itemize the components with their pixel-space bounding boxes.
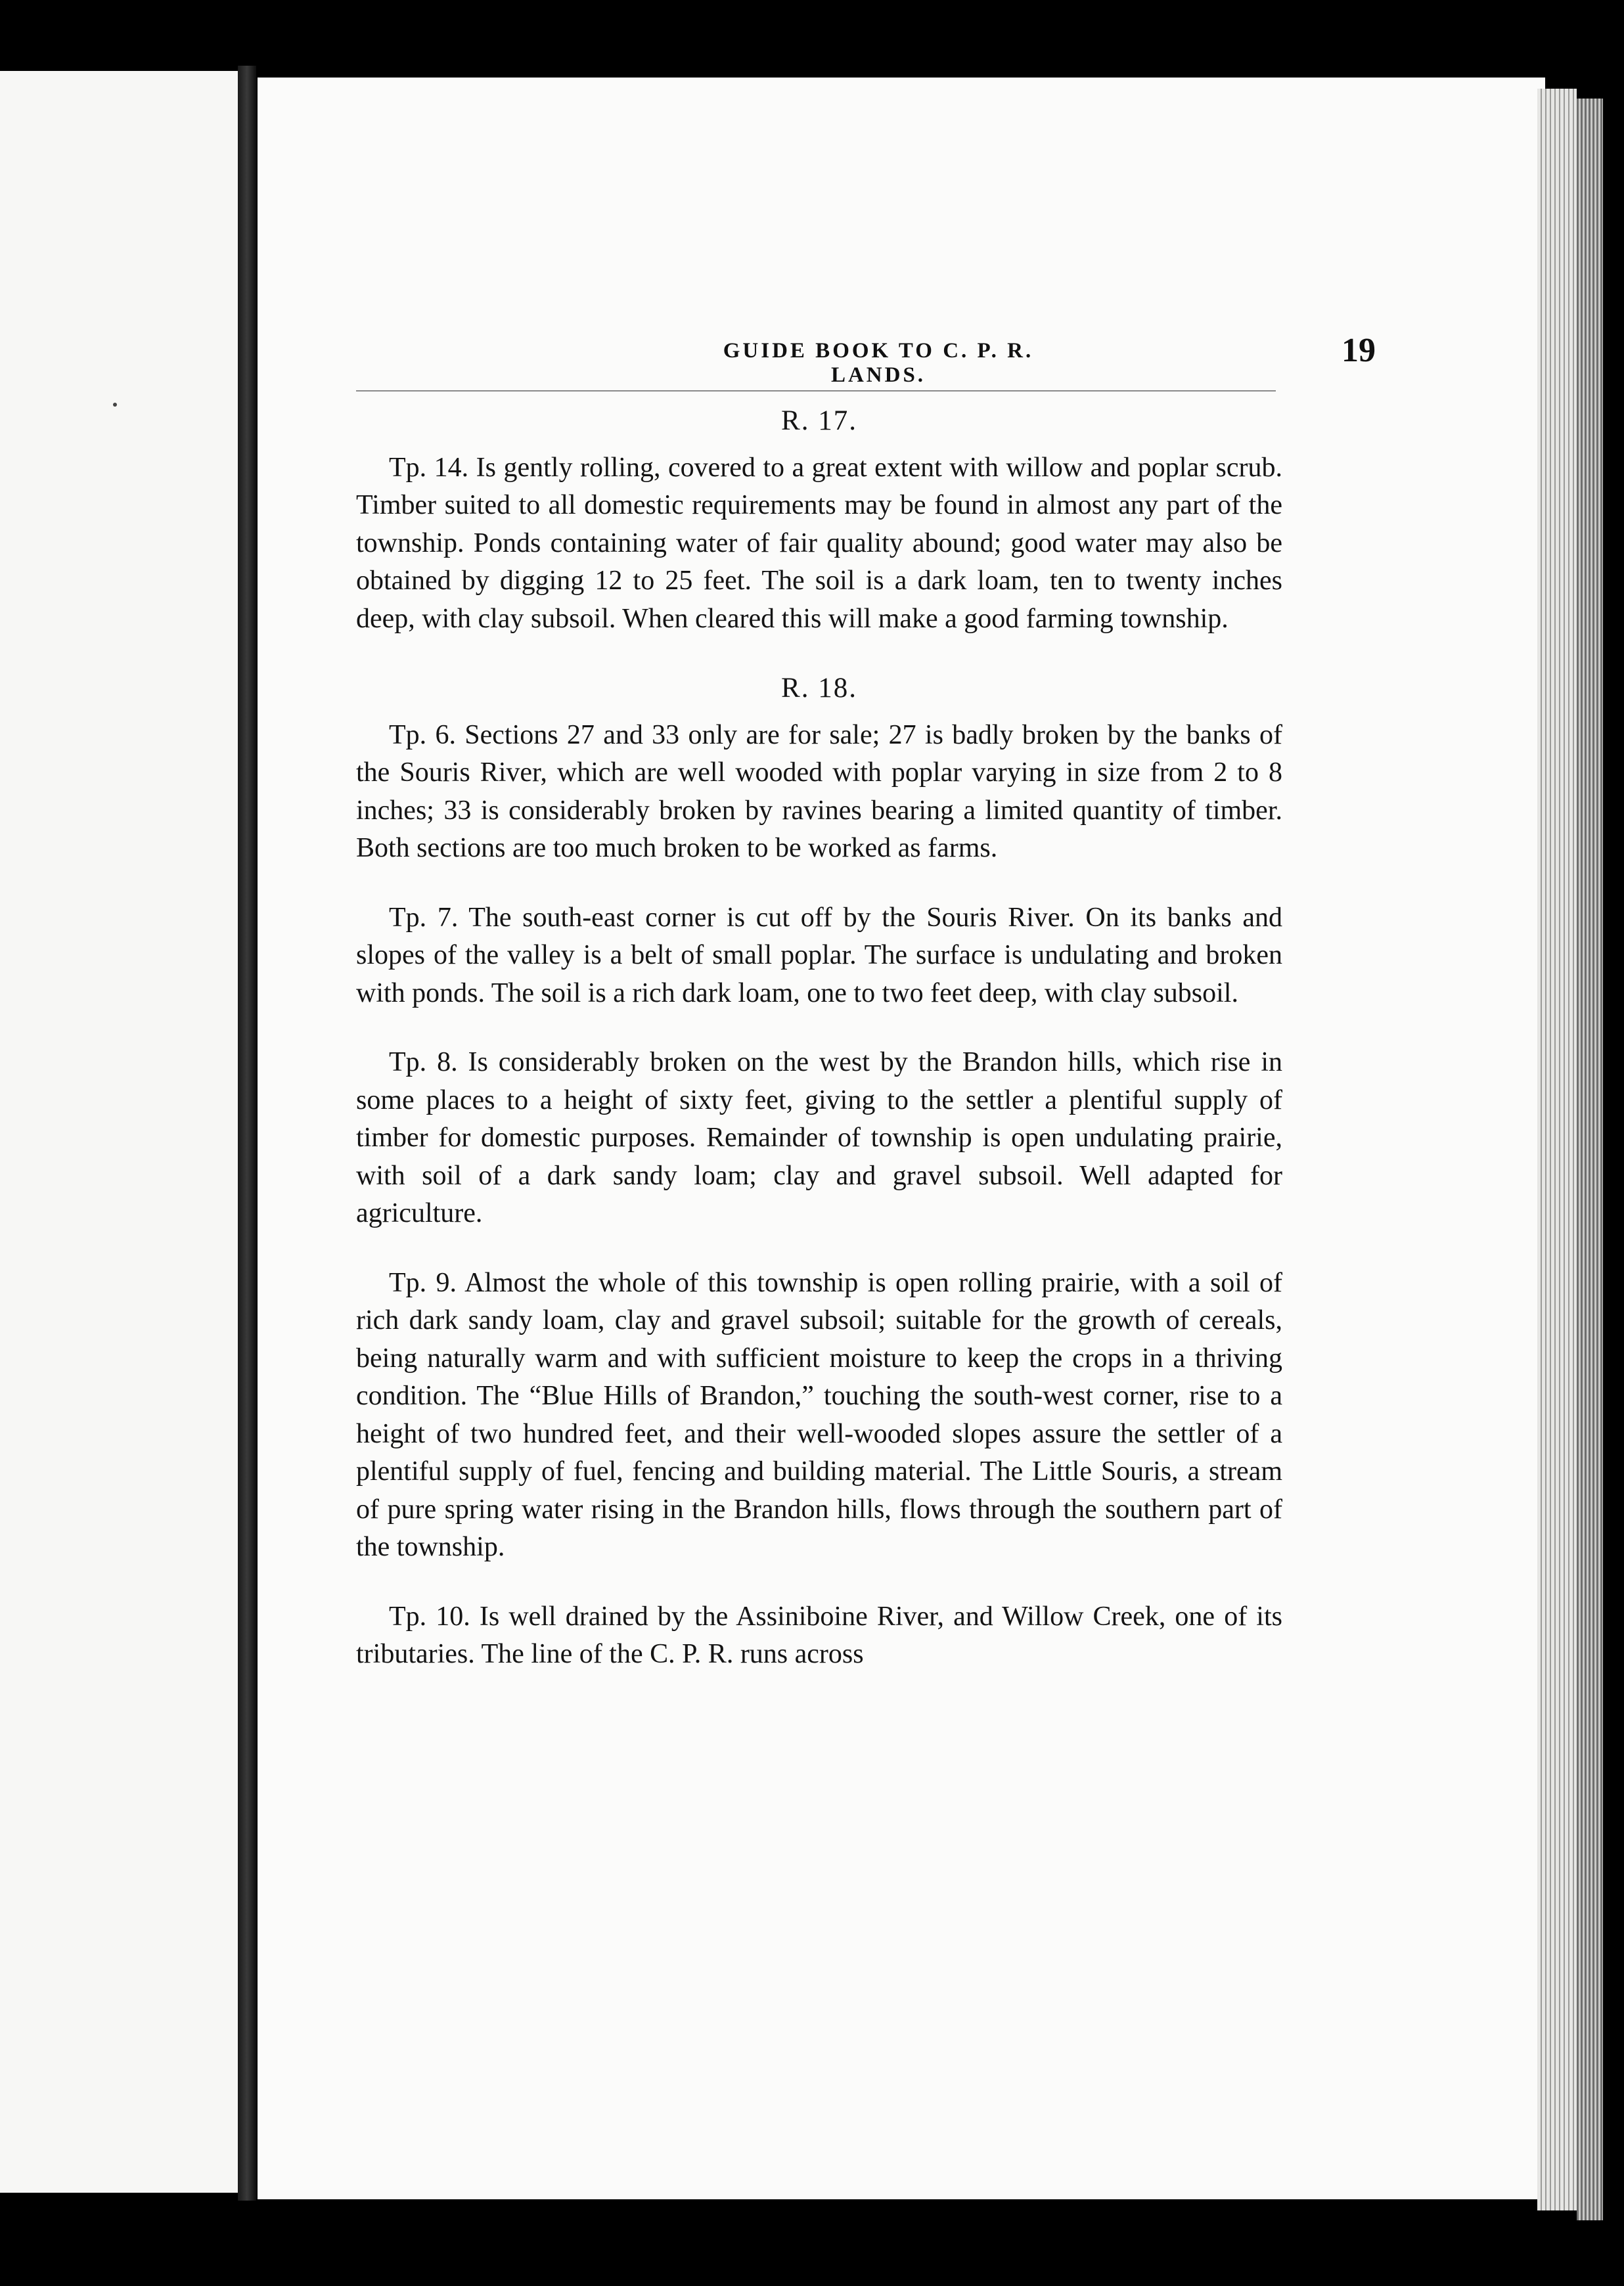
range-heading: R. 17. [781,405,857,436]
page-edges-shadow [1577,99,1603,2220]
running-title: GUIDE BOOK TO C. P. R. LANDS. [723,339,1034,387]
page-number: 19 [1342,332,1376,369]
page-header [356,332,1381,392]
paragraph-tp-6: Tp. 6. Sections 27 and 33 only are for sale; 27 is badly broken by the banks of the Souris River, which are well wooded with poplar varying in size from 2 to 8 inches; 33 is considerably broken by ravines bearing a limited quantity of timber. Both sections are too much broken to be worked as farms. [356,719,1282,863]
paragraph-tp-9: Tp. 9. Almost the whole of this township is open rolling prairie, with a soil of rich dark sandy loam, clay and gravel subsoil; suitable for the growth of cereals, being naturally warm and with sufficient moisture to keep the crops in a thriving condition. The “Blue Hills of Brandon,” touching the south-west corner, rise to a height of two hundred feet, and their well-wooded slopes assure the settler of a plentiful supply of fuel, fencing and building material. The Little Souris, a stream of pure spring water rising in the Brandon hills, flows through the southern part of the township. [356,1267,1282,1562]
paragraph-tp-10: Tp. 10. Is well drained by the Assiniboine River, and Willow Creek, one of its tributaries. The line of the C. P. R. runs across [356,1601,1282,1669]
paragraph-tp-8: Tp. 8. Is considerably broken on the west by the Brandon hills, which rise in some places to a height of sixty feet, giving to the settler a plentiful supply of timber for domestic purposes. Remainder of township is open undulating prairie, with soil of a dark sandy loam; clay and gravel subsoil. Well adapted for agriculture. [356,1047,1282,1228]
page-edges [1537,89,1577,2210]
paragraph-tp-14: Tp. 14. Is gently rolling, covered to a great extent with willow and poplar scrub. Timber suited to all domestic requirements may be found in almost any part of the township. Ponds containing water of fair quality abound; good water may also be obtained by digging 12 to 25 feet. The soil is a dark loam, ten to twenty inches deep, with clay subsoil. When cleared this will make a good farming township. [356,452,1282,634]
facing-page [0,71,238,2193]
book-gutter [238,66,256,2201]
header-rule [356,390,1276,392]
paragraph-tp-7: Tp. 7. The south-east corner is cut off by the Souris River. On its banks and slopes of the valley is a belt of small poplar. The surface is undulating and broken with ponds. The soil is a rich dark loam, one to two feet deep, with clay subsoil. [356,902,1282,1008]
range-heading: R. 18. [781,673,857,704]
page-body [356,402,1282,1700]
paper-speck [113,403,117,407]
